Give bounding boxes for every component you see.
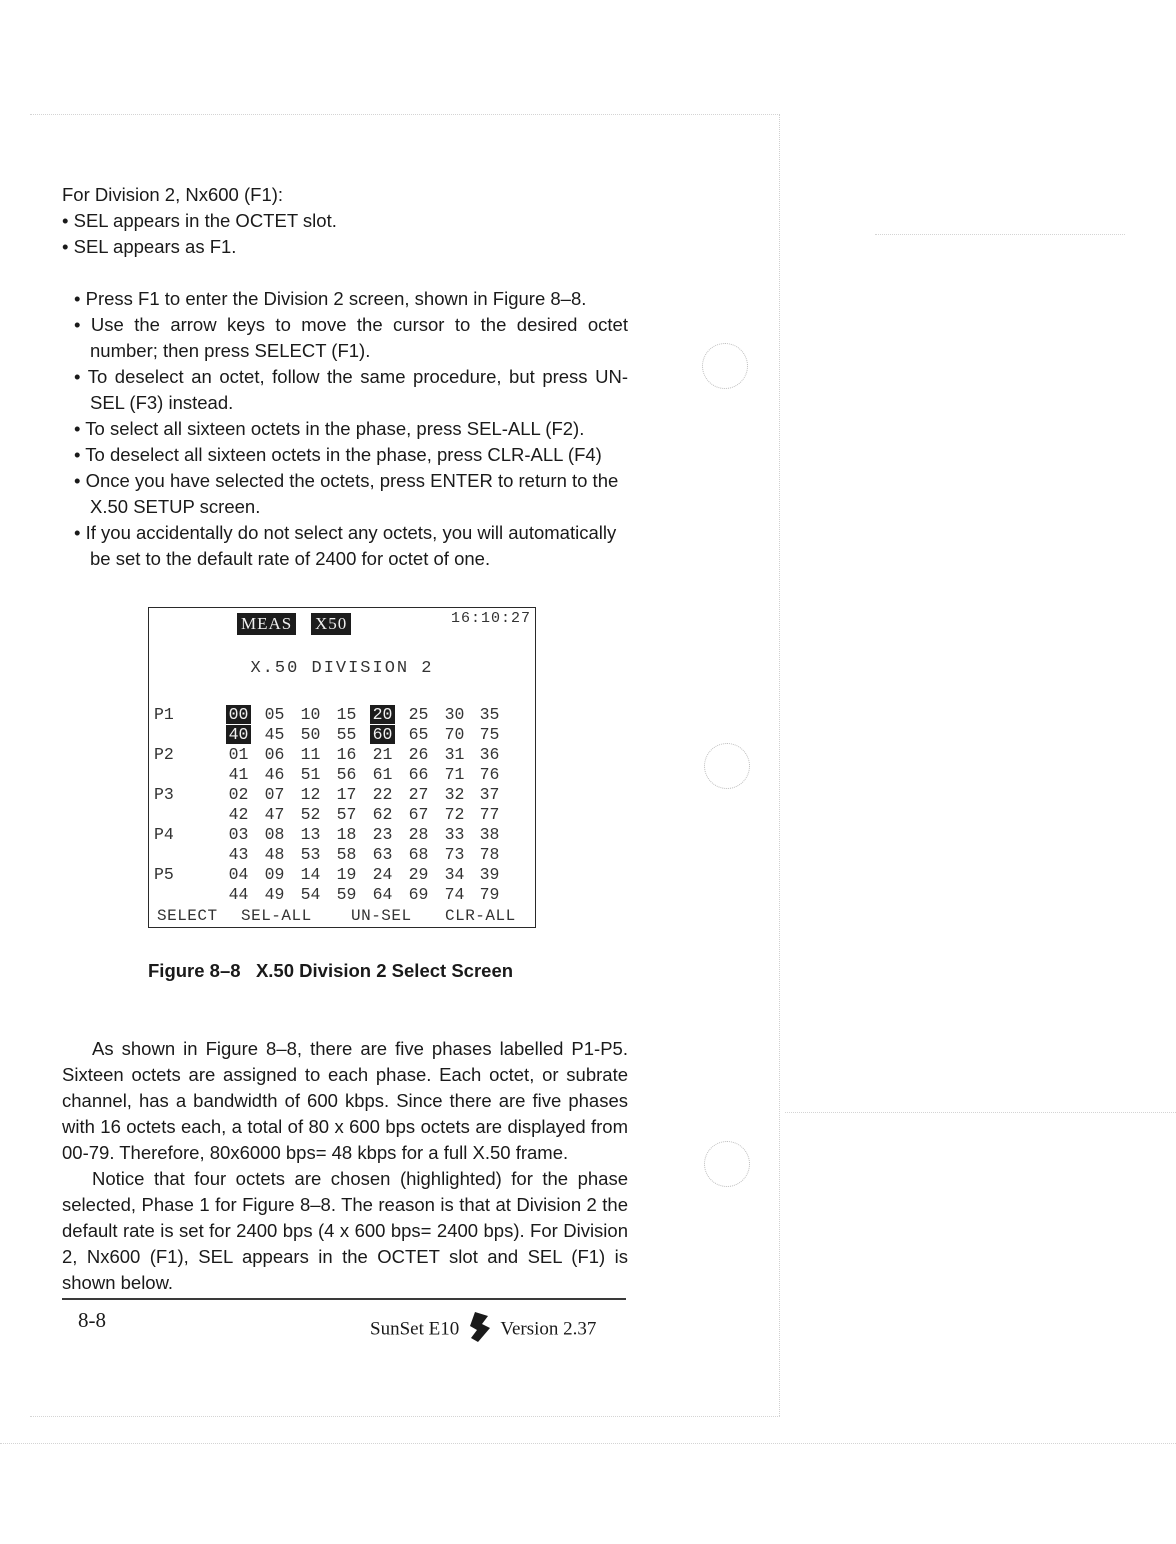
octet-row bbox=[149, 765, 535, 785]
octet-row bbox=[149, 865, 535, 885]
octet-cell[interactable]: 73 bbox=[444, 845, 465, 864]
step-1: • Press F1 to enter the Division 2 screen, shown in Figure 8–8. bbox=[74, 288, 587, 309]
octet-cell[interactable]: 48 bbox=[264, 845, 285, 864]
octet-cell[interactable]: 42 bbox=[228, 805, 249, 824]
octet-cell[interactable]: 13 bbox=[300, 825, 321, 844]
x50-division2-screen bbox=[148, 607, 536, 928]
octet-cell[interactable]: 11 bbox=[300, 745, 321, 764]
octet-cell[interactable]: 53 bbox=[300, 845, 321, 864]
octet-cell[interactable]: 17 bbox=[336, 785, 357, 804]
figure-caption: Figure 8–8 X.50 Division 2 Select Screen bbox=[148, 960, 514, 981]
octet-row bbox=[149, 805, 535, 825]
octet-cell[interactable]: 66 bbox=[408, 765, 429, 784]
phase-label: P3 bbox=[154, 785, 174, 804]
octet-cell[interactable]: 14 bbox=[300, 865, 321, 884]
punch-hole-1 bbox=[702, 343, 748, 389]
octet-cell[interactable]: 12 bbox=[300, 785, 321, 804]
intro-bullet-2: • SEL appears as F1. bbox=[62, 236, 237, 257]
octet-cell[interactable]: 76 bbox=[479, 765, 500, 784]
octet-cell[interactable]: 06 bbox=[264, 745, 285, 764]
step-6: • Once you have selected the octets, press ENTER to return to the X.50 SETUP screen. bbox=[74, 470, 619, 517]
octet-cell[interactable]: 58 bbox=[336, 845, 357, 864]
step-2: • Use the arrow keys to move the cursor to the desired octet number; then press SELECT (F1). bbox=[74, 314, 628, 361]
octet-cell[interactable]: 10 bbox=[300, 705, 321, 724]
phase-label: P5 bbox=[154, 865, 174, 884]
clock-time: 16:10:27 bbox=[450, 610, 531, 627]
body-section bbox=[62, 1036, 628, 1296]
octet-cell[interactable]: 56 bbox=[336, 765, 357, 784]
octet-cell[interactable]: 72 bbox=[444, 805, 465, 824]
screen-title: X.50 DIVISION 2 bbox=[250, 659, 434, 678]
steps-list bbox=[62, 286, 628, 572]
octet-row bbox=[149, 885, 535, 905]
octet-cell[interactable]: 19 bbox=[336, 865, 357, 884]
octet-cell[interactable]: 32 bbox=[444, 785, 465, 804]
octet-cell[interactable]: 43 bbox=[228, 845, 249, 864]
octet-cell[interactable]: 08 bbox=[264, 825, 285, 844]
octet-cell[interactable]: 29 bbox=[408, 865, 429, 884]
octet-cell[interactable]: 52 bbox=[300, 805, 321, 824]
punch-hole-2 bbox=[704, 743, 750, 789]
softkey-un-sel[interactable]: UN-SEL bbox=[351, 907, 412, 925]
softkey-bar bbox=[149, 906, 535, 926]
softkey-clr-all[interactable]: CLR-ALL bbox=[445, 907, 516, 925]
octet-cell[interactable]: 41 bbox=[228, 765, 249, 784]
octet-row bbox=[149, 825, 535, 845]
octet-cell[interactable]: 57 bbox=[336, 805, 357, 824]
phase-label: P2 bbox=[154, 745, 174, 764]
octet-cell[interactable]: 28 bbox=[408, 825, 429, 844]
octet-cell[interactable]: 09 bbox=[264, 865, 285, 884]
octet-cell[interactable]: 50 bbox=[300, 725, 321, 744]
scan-edge-mid bbox=[785, 1112, 1176, 1113]
footer-version: Version 2.37 bbox=[500, 1318, 597, 1340]
octet-row bbox=[149, 705, 535, 725]
footer-title bbox=[370, 1310, 596, 1350]
octet-cell[interactable]: 62 bbox=[372, 805, 393, 824]
body-paragraph-2: Notice that four octets are chosen (highlighted) for the phase selected, Phase 1 for Figure 8–8. The reason is that at Division 2 the default rate is set for 2400 bps (4 x 600 bps= 2400 bps). For Division 2, Nx600 (F1), SEL appears in the OCTET slot and SEL (F1) is shown below. bbox=[62, 1168, 628, 1293]
octet-cell[interactable]: 63 bbox=[372, 845, 393, 864]
octet-cell[interactable]: 18 bbox=[336, 825, 357, 844]
octet-cell[interactable]: 24 bbox=[372, 865, 393, 884]
octet-row bbox=[149, 745, 535, 765]
octet-cell[interactable]: 75 bbox=[479, 725, 500, 744]
x50-tag: X50 bbox=[311, 613, 351, 635]
octet-cell[interactable]: 71 bbox=[444, 765, 465, 784]
octet-cell[interactable]: 64 bbox=[372, 885, 393, 904]
octet-row bbox=[149, 845, 535, 865]
octet-cell[interactable]: 01 bbox=[228, 745, 249, 764]
body-paragraph-1: As shown in Figure 8–8, there are five phases labelled P1-P5. Sixteen octets are assigned to each phase. Each octet, or subrate channel, has a bandwidth of 600 kbps. Since there are five phases with 16 octets each, a total of 80 x 600 bps octets are displayed from 00-79. Therefore, 80x6000 bps= 48 kbps for a full X.50 frame. bbox=[62, 1038, 628, 1163]
scan-edge-vertical bbox=[779, 114, 780, 1416]
octet-cell[interactable]: 33 bbox=[444, 825, 465, 844]
scan-edge-right-top bbox=[875, 234, 1125, 235]
octet-cell[interactable]: 49 bbox=[264, 885, 285, 904]
octet-cell[interactable]: 54 bbox=[300, 885, 321, 904]
octet-cell[interactable]: 30 bbox=[444, 705, 465, 724]
octet-cell[interactable]: 03 bbox=[228, 825, 249, 844]
octet-cell[interactable]: 70 bbox=[444, 725, 465, 744]
octet-cell[interactable]: 69 bbox=[408, 885, 429, 904]
octet-cell[interactable]: 04 bbox=[228, 865, 249, 884]
octet-cell[interactable]: 07 bbox=[264, 785, 285, 804]
punch-hole-3 bbox=[704, 1141, 750, 1187]
octet-cell[interactable]: 67 bbox=[408, 805, 429, 824]
octet-cell[interactable]: 61 bbox=[372, 765, 393, 784]
octet-cell[interactable]: 31 bbox=[444, 745, 465, 764]
step-7: • If you accidentally do not select any octets, you will automatically be set to the default rate of 2400 for octet of one. bbox=[74, 522, 617, 569]
softkey-sel-all[interactable]: SEL-ALL bbox=[241, 907, 312, 925]
octet-cell[interactable]: 35 bbox=[479, 705, 500, 724]
octet-row bbox=[149, 725, 535, 745]
octet-cell[interactable]: 26 bbox=[408, 745, 429, 764]
octet-cell[interactable]: 00 bbox=[226, 705, 251, 724]
octet-cell[interactable]: 40 bbox=[226, 725, 251, 744]
phone-handset-icon bbox=[468, 1310, 492, 1350]
octet-cell[interactable]: 68 bbox=[408, 845, 429, 864]
octet-cell[interactable]: 05 bbox=[264, 705, 285, 724]
intro-heading: For Division 2, Nx600 (F1): bbox=[62, 184, 284, 205]
phase-label: P1 bbox=[154, 705, 174, 724]
octet-cell[interactable]: 44 bbox=[228, 885, 249, 904]
octet-cell[interactable]: 79 bbox=[479, 885, 500, 904]
octet-cell[interactable]: 60 bbox=[370, 725, 395, 744]
octet-cell[interactable]: 38 bbox=[479, 825, 500, 844]
octet-cell[interactable]: 02 bbox=[228, 785, 249, 804]
octet-cell[interactable]: 51 bbox=[300, 765, 321, 784]
octet-cell[interactable]: 74 bbox=[444, 885, 465, 904]
scan-edge-bottom2 bbox=[0, 1443, 1176, 1444]
phase-label: P4 bbox=[154, 825, 174, 844]
octet-cell[interactable]: 20 bbox=[370, 705, 395, 724]
octet-cell[interactable]: 23 bbox=[372, 825, 393, 844]
octet-cell[interactable]: 37 bbox=[479, 785, 500, 804]
octet-cell[interactable]: 45 bbox=[264, 725, 285, 744]
octet-row bbox=[149, 785, 535, 805]
scan-edge-top bbox=[30, 114, 780, 115]
octet-cell[interactable]: 36 bbox=[479, 745, 500, 764]
step-4: • To select all sixteen octets in the phase, press SEL-ALL (F2). bbox=[74, 418, 585, 439]
octet-cell[interactable]: 15 bbox=[336, 705, 357, 724]
intro-section bbox=[62, 182, 628, 260]
octet-cell[interactable]: 16 bbox=[336, 745, 357, 764]
page-number: 8-8 bbox=[78, 1308, 106, 1332]
step-5: • To deselect all sixteen octets in the phase, press CLR-ALL (F4) bbox=[74, 444, 602, 465]
softkey-select[interactable]: SELECT bbox=[157, 907, 218, 925]
octet-cell[interactable]: 46 bbox=[264, 765, 285, 784]
step-3: • To deselect an octet, follow the same procedure, but press UN-SEL (F3) instead. bbox=[74, 366, 628, 413]
scan-edge-bottom bbox=[30, 1416, 780, 1417]
octet-grid bbox=[149, 705, 535, 905]
octet-cell[interactable]: 34 bbox=[444, 865, 465, 884]
octet-cell[interactable]: 27 bbox=[408, 785, 429, 804]
octet-cell[interactable]: 21 bbox=[372, 745, 393, 764]
footer-product: SunSet E10 bbox=[370, 1318, 460, 1340]
intro-bullet-1: • SEL appears in the OCTET slot. bbox=[62, 210, 337, 231]
octet-cell[interactable]: 22 bbox=[372, 785, 393, 804]
octet-cell[interactable]: 25 bbox=[408, 705, 429, 724]
octet-cell[interactable]: 77 bbox=[479, 805, 500, 824]
octet-cell[interactable]: 39 bbox=[479, 865, 500, 884]
octet-cell[interactable]: 55 bbox=[336, 725, 357, 744]
octet-cell[interactable]: 59 bbox=[336, 885, 357, 904]
octet-cell[interactable]: 78 bbox=[479, 845, 500, 864]
octet-cell[interactable]: 65 bbox=[408, 725, 429, 744]
octet-cell[interactable]: 47 bbox=[264, 805, 285, 824]
footer-rule bbox=[62, 1298, 626, 1300]
meas-tag: MEAS bbox=[237, 613, 296, 635]
